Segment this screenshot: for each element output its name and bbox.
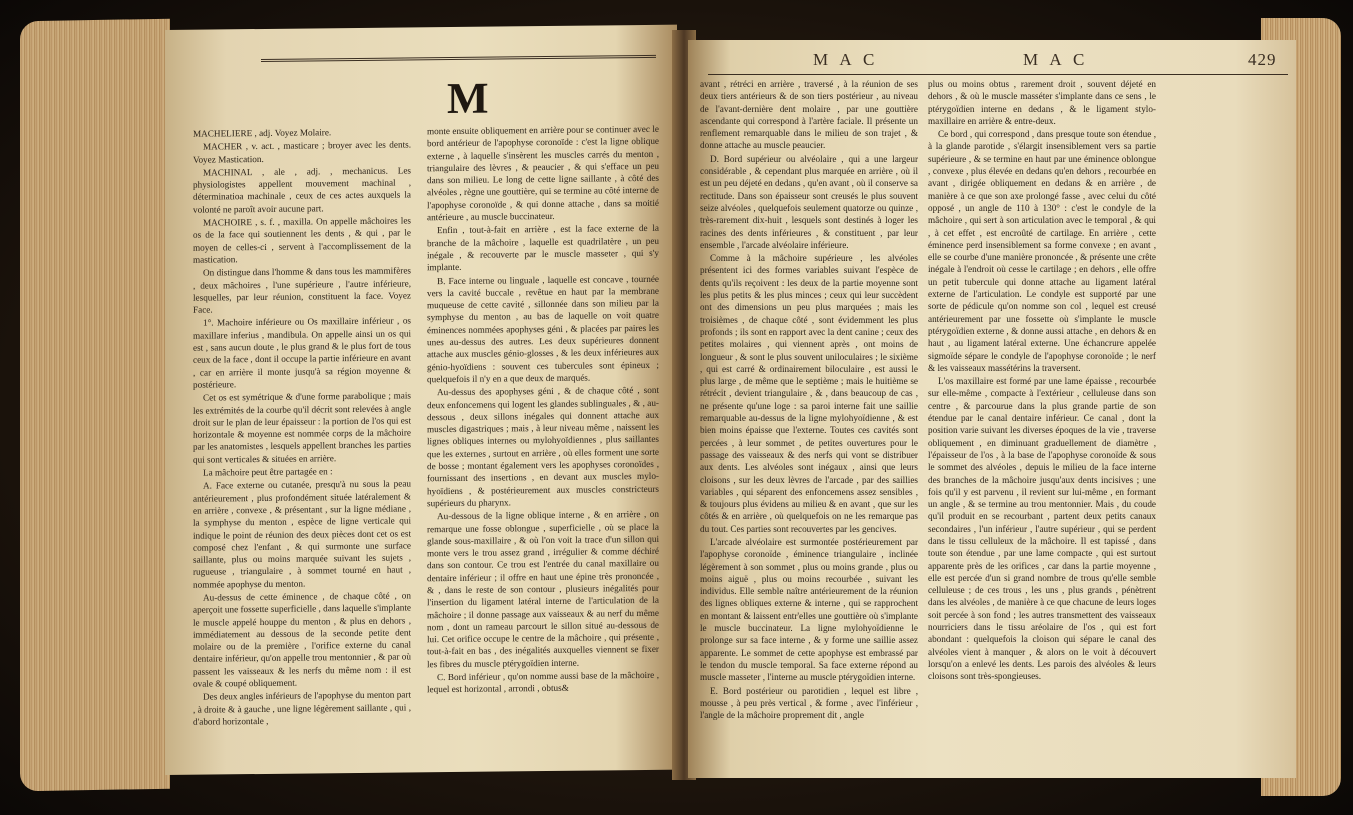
paragraph: Au-dessous de la ligne oblique interne , & en arrière , on remarque une fosse oblongue , superficielle , où se place la glande sous-maxillaire , & où l'on voit la trace d'un sillon qui monte vers le trou assez grand , irrégulier & comme déchiré dans son contour. Ce trou est l'entrée du canal maxillaire ou dentaire inférieur ; il offre en haut une épine très prononcée , & , dans le reste de son contour , plusieurs inégalités pour l'insertion du ligament latéral interne de l'articulation de la mâchoire ; il donne passage aux vaisseaux & au nerf du même nom , dont un rameau parcourt le sillon situé au-dessous de lui. Cet orifice occupe le centre de la mâchoire , qui présente , tout-à-fait en bas , des inégalités auxquelles viennent se fixer les fibres du muscle ptérygoïdien interne. <box>427 509 659 670</box>
right-page <box>688 40 1296 778</box>
paragraph: MACHINAL , ale , adj. , mechanicus. Les physiologistes appellent mouvement machinal , déterminatioa machinale , ceux de ces actes auxquels la volonté ne paroît avoir aucune part. <box>193 165 411 215</box>
paragraph: B. Face interne ou linguale , laquelle est concave , tournée vers la cavité buccale , revêtue en haut par la membrane muqueuse de cette cavité , sillonnée dans son milieu par la symphyse du menton , au bas de laquelle on voit quatre éminences nommées apophyses géni , & placées par paires les unes au-dessus des autres. Les deux supérieures donnent attache aux muscles génio-glosses , & les deux inférieures aux génio-hyoïdiens : souvent ces tubercules sont épineux ; quelquefois il n'y en a que deux de marqués. <box>427 273 659 385</box>
paragraph: avant , rétréci en arrière , traversé , à la réunion de ses deux tiers antérieurs & de son tiers postérieur , au niveau de l'avant-dernière dent molaire , par une gouttière ascendante qui correspond à l'artère faciale. Il présente un renflement remarquable dans le milieu de son trajet , & donne attache au muscle peaucier. <box>700 79 918 151</box>
paragraph: Enfin , tout-à-fait en arrière , est la face externe de la branche de la mâchoire , laquelle est quadrilatère , un peu inégale , & recouverte par le muscle masseter , qui s'y implante. <box>427 223 659 273</box>
paragraph: plus ou moins obtus , rarement droit , souvent déjeté en dehors , & où le muscle masséter s'implante dans ce sens , le ptérygoïdien interne en dedans , & le ligament stylo-maxillaire en arrière & entre-deux. <box>928 79 1156 126</box>
paragraph: MACHER , v. act. , masticare ; broyer avec les dents. Voyez Mastication. <box>193 139 411 165</box>
paragraph: On distingue dans l'homme & dans tous les mammifères , deux mâchoires , l'une supérieure , l'autre inférieure, lesquelles, par leur réunion, constituent la face. Voyez Face. <box>193 265 411 315</box>
paragraph: A. Face externe ou cutanée, presqu'à nu sous la peau antérieurement , plus profondément située latéralement & en arrière , convexe , & présentant , sur la ligne médiane , la symphyse du menton , espèce de ligne verticale qui indique le point de réunion des deux pièces dont cet os est composé chez l'enfant , & qui surmonte une surface saillante, plus ou moins marquée suivant les sujets , rugueuse , triangulaire , à sommet tourné en haut , nommée apophyse du menton. <box>193 478 411 590</box>
paragraph: Au-dessus de cette éminence , de chaque côté , on aperçoit une fossette superficielle , dans laquelle s'implante le muscle appelé houppe du menton , & plus en dehors , immédiatement au dessous de la seconde petite dent molaire ou de la première , l'orifice externe du canal dentaire inférieur, qu'on appelle trou mentonnier , & par où passent les vaisseaux & les nerfs du même nom : il est ovale & coupé obliquement. <box>193 590 411 689</box>
paragraph: L'arcade alvéolaire est surmontée postérieurement par l'apophyse coronoïde , éminence triangulaire , inclinée légèrement à son sommet , plus ou moins grande , plus ou moins aiguë , plus ou moins recourbée , suivant les individus. Elle semble naître antérieurement de la réunion des lignes obliques externe & interne , qui se rapprochent en montant & laissent entr'elles une gouttière où s'implante le muscle buccinateur. La ligne mylohyoïdienne le prolonge sur sa face interne , & y forme une saillie assez apparente. Le sommet de cette apophyse est embrassé par le tendon du muscle temporal. Sa face externe répond au muscle masseter , l'interne au muscle ptérygoïdien interne. <box>700 536 918 683</box>
paragraph: MACHELIERE , adj. Voyez Molaire. <box>193 127 332 139</box>
left-page-block-edge <box>20 19 170 792</box>
paragraph: Au-dessus des apophyses géni , & de chaque côté , sont deux enfoncemens qui logent les glandes sublinguales , & , au-dessous , deux sillons inégales qui donnent attache aux muscles digastriques ; mais , à leur niveau même , naissent les lignes obliques internes ou mylohyoïdiennes , plus saillantes que les externes , surtout en arrière , où elles forment une sorte de bosse ; montant également vers les apophyses coronoïdes , fournissant des insertions , en devant aux muscles mylo-hyoïdiens , & postérieurement aux muscles constricteurs supérieurs du pharynx. <box>427 385 659 509</box>
paragraph: D. Bord supérieur ou alvéolaire , qui a une largeur considérable , & cependant plus marquée en arrière , où il est un peu déjeté en dedans , qu'en avant , où il conserve sa rectitude. Dans son épaisseur sont creusés le plus souvent seize alvéoles , quelquefois seulement quatorze ou quinze , très-rarement dix-huit , lesquels sont destinés à loger les racines des dents inférieures , & constituent , par leur ensemble , l'arcade alvéolaire inférieure. <box>700 153 918 250</box>
paragraph: Ce bord , qui correspond , dans presque toute son étendue , à la glande parotide , s'élargit insensiblement vers sa partie supérieure , & se termine en haut par une éminence oblongue , convexe , plus élevée en dedans qu'en dehors , recourbée en avant , dirigée obliquement en dedans & en arrière , de manière à ce que son axe prolongé fasse , avec celui du côté opposé , un angle de 110 à 130° : c'est le condyle de la mâchoire , qui sert à son articulation avec le temporal , & qui , à cet effet , est encroûté de cartilage. En arrière , cette éminence perd insensiblement sa forme convexe ; en avant , elle se courbe d'une manière prononcée , & présente une crête inégale à l'endroit où cesse le cartilage ; en dehors , elle offre un petit tubercule qui donne attache au ligament latéral externe de l'articulation. Le condyle est supporté par une sorte de pédicule qu'on nomme son col , lequel est creusé antérieurement par une fossette où s'implante le muscle ptérygoïdien externe , & donne aussi attache , en dehors & en haut , au ligament latéral externe. Une échancrure appelée sigmoïde sépare le condyle de l'apophyse coronoïde ; le nerf & les vaisseaux massétérins la traversent. <box>928 129 1156 373</box>
paragraph: monte ensuite obliquement en arrière pour se continuer avec le bord antérieur de l'apophyse coronoïde : c'est la ligne oblique externe , à laquelle s'insèrent les muscles carrés du menton , triangulaire des lèvres , & peaucier , & qui s'efface un peu dans son milieu. Le long de cette ligne saillante , à côté des alvéoles , règne une gouttière, qui se termine au côté interne de l'apophyse coronoïde , & qui donne attache , dans sa moitié antérieure , au muscle buccinateur. <box>427 123 659 223</box>
paragraph: Cet os est symétrique & d'une forme parabolique ; mais les extrémités de la courbe qu'il décrit sont relevées à angle droit sur le plan de leur épaisseur : la portion de l'os qui est horizontale & moyenne est nommée corps de la mâchoire par les anatomistes , lesquels appellent branches les parties qui sont verticales & situées en arrière. <box>193 390 411 465</box>
paragraph: La mâchoire peut être partagée en : <box>203 466 333 478</box>
header-rule <box>261 55 656 62</box>
paragraph: L'os maxillaire est formé par une lame épaisse , recourbée sur elle-même , compacte à l'extérieur , celluleuse dans son centre , & parcourue dans la plus grande partie de son étendue par le canal dentaire inférieur. Ce canal , dont la position varie suivant les diverses époques de la vie , traverse obliquement , en diminuant graduellement de diamètre , l'épaisseur de l'os , à la base de l'apophyse coronoïde & sous le sommet des alvéoles , depuis le milieu de la face interne des branches de la mâchoire jusqu'aux dents incisives ; une fois qu'il y est parvenu , il revient sur lui-même , en formant un angle , & se termine au trou mentonnier. Mais , du coude qu'il produit en se recourbant , partent deux petits canaux secondaires , l'un inférieur , l'autre supérieur , qui se perdent dans le tissu celluleux de la mâchoire. Il est tapissé , dans toute son étendue , par une lame compacte , qui est surtout apparente près de les orifices , car dans la partie moyenne , elle est percée d'un si grand nombre de trous qu'elle semble celluleuse ; de ces trous , les uns , plus grands , pénètrent dans les alvéoles , de manière à ce que chacune de leurs loges soit percée à son fond ; les autres transmettent des vaisseaux nourriciers dans le tissu aréolaire de l'os , qui est fort abondant : quelquefois la cloison qui sépare le canal des alvéoles vient à manquer , & alors on le voit à découvert lorsqu'on a enlevé les dents. Les parois des alvéoles & leurs cloisons sont très-spongieuses. <box>928 376 1156 682</box>
paragraph: E. Bord postérieur ou parotidien , lequel est libre , mousse , à peu près vertical , & forme , avec l'inférieur , l'angle de la mâchoire proprement dit , angle <box>700 685 918 721</box>
paragraph: Comme à la mâchoire supérieure , les alvéoles présentent ici des formes variables suivant l'espèce de dents qu'ils reçoivent : les deux de la partie moyenne sont les plus petits & les plus minces ; ceux qui leur succèdent ont des dimensions un peu plus marquées ; mais les troisièmes , de chaque côté , sont évidemment les plus profonds ; ils sont en rapport avec la dent canine ; ceux des petites molaires , qui viennent après , ont moins de longueur , & sont le plus souvent uniloculaires ; le sixième , qui est carré & ordinairement biloculaire , est aussi le plus large , de même que le septième ; mais le huitième se rétrécit , devient triangulaire , & , dans beaucoup de cas , ne présente qu'une loge : sa paroi interne fait une saillie remarquable au-dessus de la ligne mylohyoïdienne , & est bien moins épaisse que l'externe. Toutes ces cavités sont percées , à leur sommet , de petites ouvertures pour le passage des vaisseaux & des nerfs qui vont se distribuer aux dents. Les alvéoles sont inégaux , ainsi que leurs cloisons , sur les deux lèvres de l'arcade , par des saillies variables , qui séparent des enfoncemens assez sensibles , & toujours plus évidens au milieu & en avant , que sur les côtés & en arrière , où quelquefois on ne les remarque pas du tout. Ces parties sont recouvertes par les gencives. <box>700 253 918 534</box>
right-page-column-2 <box>928 78 1156 768</box>
header-rule-right <box>708 74 1288 75</box>
right-page-column-1 <box>700 78 918 768</box>
left-page <box>165 25 677 775</box>
paragraph: Des deux angles inférieurs de l'apophyse du menton part , à droite & à gauche , une ligne légèrement saillante , qui , d'abord horizontale , <box>193 689 411 727</box>
running-head-right: M A C <box>1023 50 1089 69</box>
paragraph: 1°. Machoire inférieure ou Os maxillaire inférieur , os maxillare inferius , mandibula. On appelle ainsi un os qui est , sans aucun doute , le plus grand & le plus fort de tous ceux de la face , dont il occupe la partie inférieure en avant , car en arrière il monte jusqu'à sa région moyenne & postérieure. <box>193 315 411 390</box>
running-head-left: M A C <box>813 50 879 69</box>
left-page-column-1 <box>193 125 411 767</box>
left-page-column-2 <box>427 123 659 765</box>
section-letter: M <box>447 73 489 124</box>
paragraph: MACHOIRE , s. f. , maxilla. On appelle mâchoires les os de la face qui soutiennent les dents , & qui , par le moyen de celles-ci , servent à l'accomplissement de la mastication. <box>193 215 411 265</box>
page-number: 429 <box>1248 50 1277 69</box>
paragraph: C. Bord inférieur , qu'on nomme aussi base de la mâchoire , lequel est horizontal , arrondi , obtus& <box>427 669 659 695</box>
